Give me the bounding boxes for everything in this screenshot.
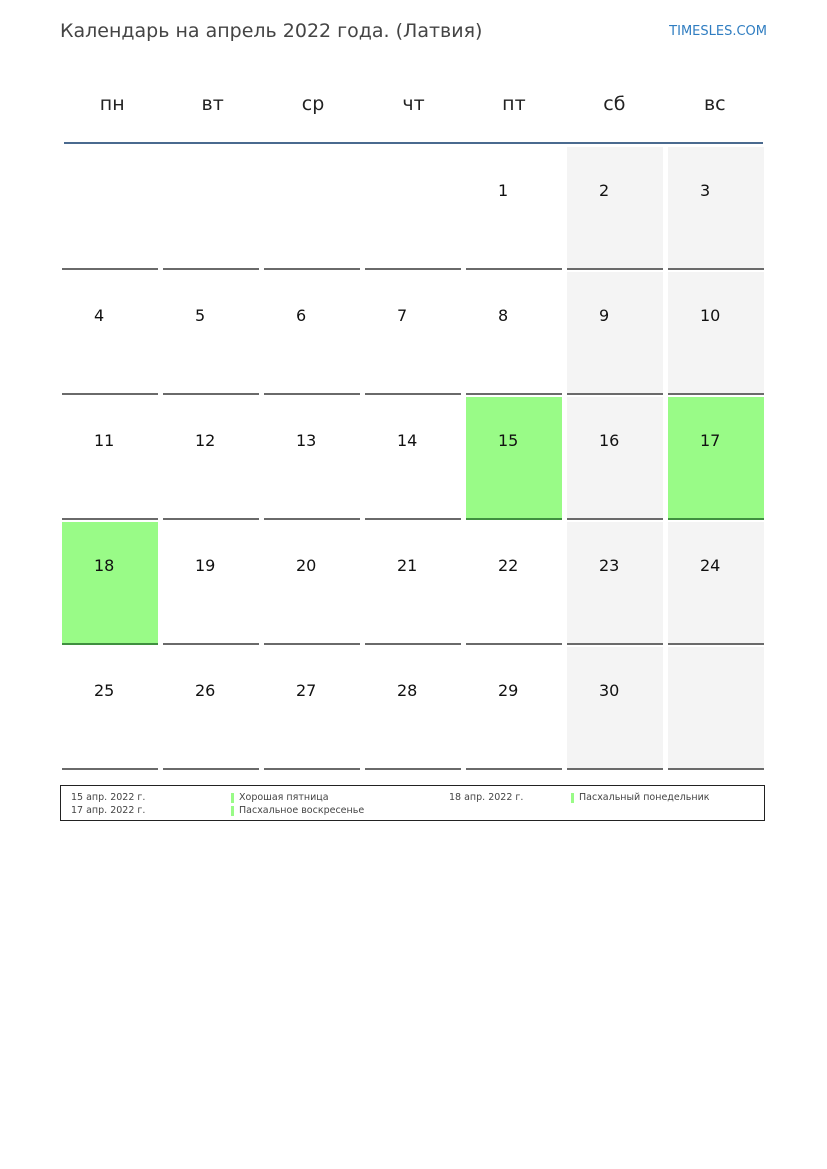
calendar-day <box>567 397 663 520</box>
day-number: 26 <box>195 681 216 700</box>
calendar-day <box>567 647 663 770</box>
calendar-day <box>466 397 562 520</box>
header-divider <box>64 142 763 144</box>
day-number: 24 <box>700 556 721 575</box>
day-number: 16 <box>599 431 620 450</box>
page-title: Календарь на апрель 2022 года. (Латвия) <box>60 20 483 42</box>
calendar-day <box>567 272 663 395</box>
weekday-label: ср <box>301 93 325 115</box>
calendar-day <box>163 397 259 520</box>
day-number: 13 <box>296 431 317 450</box>
calendar-grid <box>62 147 764 770</box>
day-number: 11 <box>94 431 115 450</box>
day-number: 8 <box>498 306 509 325</box>
day-number: 30 <box>599 681 620 700</box>
day-number: 2 <box>599 181 610 200</box>
day-number: 23 <box>599 556 620 575</box>
calendar-day <box>567 522 663 645</box>
calendar-day <box>365 272 461 395</box>
legend-holiday-name: Хорошая пятница <box>231 792 329 803</box>
calendar-day <box>365 397 461 520</box>
day-number: 22 <box>498 556 519 575</box>
day-number: 4 <box>94 306 105 325</box>
day-number: 6 <box>296 306 307 325</box>
calendar-day <box>466 272 562 395</box>
calendar-day <box>62 147 158 270</box>
day-number: 14 <box>397 431 418 450</box>
day-number: 5 <box>195 306 206 325</box>
calendar-day <box>668 397 764 520</box>
day-number: 19 <box>195 556 216 575</box>
legend-date: 17 апр. 2022 г. <box>71 805 146 816</box>
legend-holiday-name: Пасхальное воскресенье <box>231 805 364 816</box>
calendar-day <box>466 522 562 645</box>
day-number: 15 <box>498 431 519 450</box>
calendar-day <box>466 647 562 770</box>
calendar-day <box>62 272 158 395</box>
calendar-day <box>668 147 764 270</box>
weekday-label: сб <box>603 93 626 115</box>
day-number: 21 <box>397 556 418 575</box>
calendar-day <box>264 522 360 645</box>
day-number: 18 <box>94 556 115 575</box>
day-number: 10 <box>700 306 721 325</box>
legend-holiday-name: Пасхальный понедельник <box>571 792 710 803</box>
site-link[interactable]: TIMESLES.COM <box>669 24 767 39</box>
weekday-header <box>62 78 765 130</box>
legend-date: 18 апр. 2022 г. <box>449 792 524 803</box>
calendar-day <box>163 272 259 395</box>
day-number: 1 <box>498 181 509 200</box>
calendar-day <box>466 147 562 270</box>
day-number: 17 <box>700 431 721 450</box>
day-number: 3 <box>700 181 711 200</box>
day-number: 12 <box>195 431 216 450</box>
calendar-day <box>365 522 461 645</box>
calendar-day <box>365 147 461 270</box>
calendar-day <box>163 647 259 770</box>
calendar-day <box>668 272 764 395</box>
weekday-label: пт <box>502 93 526 115</box>
calendar-day <box>668 647 764 770</box>
calendar-day <box>264 397 360 520</box>
weekday-label: вт <box>201 93 224 115</box>
weekday-label: чт <box>402 93 425 115</box>
calendar-day <box>163 522 259 645</box>
day-number: 9 <box>599 306 610 325</box>
calendar-day <box>163 147 259 270</box>
calendar-day <box>62 397 158 520</box>
calendar-day <box>62 647 158 770</box>
day-number: 28 <box>397 681 418 700</box>
legend-date: 15 апр. 2022 г. <box>71 792 146 803</box>
day-number: 27 <box>296 681 317 700</box>
day-number: 20 <box>296 556 317 575</box>
calendar-day <box>62 522 158 645</box>
day-number: 25 <box>94 681 115 700</box>
holiday-legend <box>60 785 765 821</box>
calendar-day <box>365 647 461 770</box>
calendar-day <box>264 647 360 770</box>
day-number: 29 <box>498 681 519 700</box>
day-number: 7 <box>397 306 408 325</box>
calendar-day <box>668 522 764 645</box>
weekday-label: пн <box>99 93 125 115</box>
calendar-day <box>264 147 360 270</box>
calendar-day <box>264 272 360 395</box>
weekday-label: вс <box>703 93 726 115</box>
calendar-day <box>567 147 663 270</box>
